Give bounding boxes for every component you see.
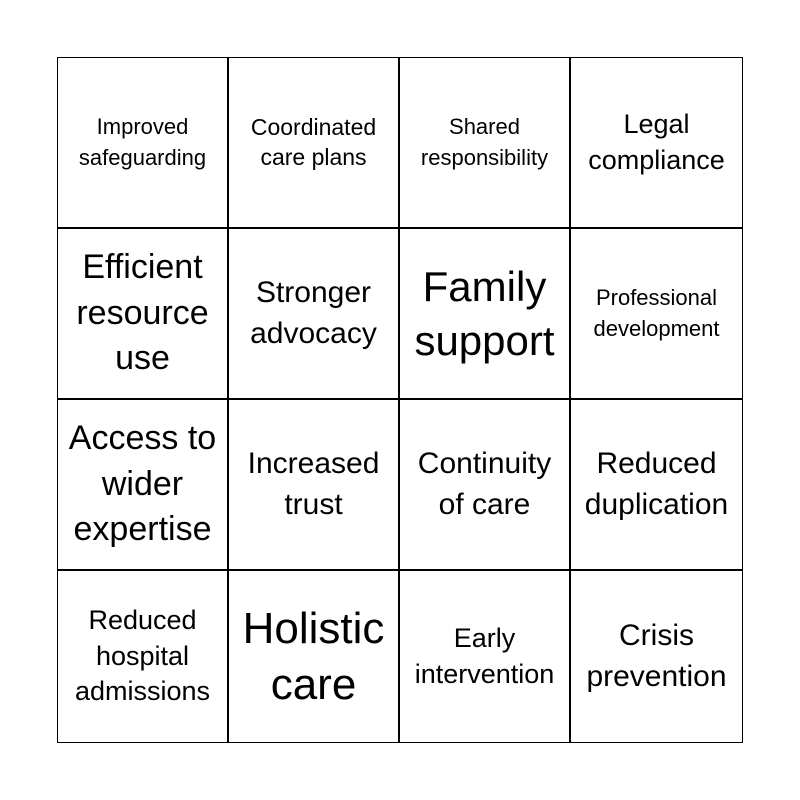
cell-label: Access to wider expertise — [68, 418, 217, 549]
cell-label: Crisis prevention — [586, 619, 727, 693]
bingo-cell[interactable] — [58, 229, 229, 400]
bingo-cell[interactable] — [571, 229, 742, 400]
bingo-cell[interactable] — [400, 229, 571, 400]
cell-label: Early intervention — [414, 622, 555, 689]
bingo-cell[interactable] — [229, 229, 400, 400]
bingo-board — [57, 57, 743, 743]
cell-label: Continuity of care — [417, 447, 552, 521]
cell-label: Legal compliance — [588, 108, 725, 175]
cell-label: Increased trust — [247, 447, 380, 521]
cell-label: Improved safeguarding — [78, 113, 207, 170]
bingo-cell[interactable] — [571, 58, 742, 229]
cell-label: Coordinated care plans — [250, 113, 377, 170]
cell-label: Professional development — [593, 284, 720, 341]
cell-label: Shared responsibility — [420, 113, 549, 170]
cell-label: Reduced duplication — [584, 447, 729, 521]
bingo-cell[interactable] — [400, 400, 571, 571]
bingo-cell[interactable] — [58, 400, 229, 571]
bingo-cell[interactable] — [229, 400, 400, 571]
bingo-cell[interactable] — [58, 58, 229, 229]
bingo-cell[interactable] — [400, 571, 571, 742]
bingo-cell[interactable] — [571, 400, 742, 571]
bingo-cell[interactable] — [400, 58, 571, 229]
cell-label: Holistic care — [242, 604, 385, 709]
cell-label: Reduced hospital admissions — [74, 605, 211, 707]
cell-label: Stronger advocacy — [250, 276, 377, 350]
bingo-cell[interactable] — [58, 571, 229, 742]
cell-label: Family support — [414, 262, 555, 364]
bingo-cell[interactable] — [229, 58, 400, 229]
bingo-cell[interactable] — [229, 571, 400, 742]
cell-label: Efficient resource use — [76, 247, 209, 378]
bingo-cell[interactable] — [571, 571, 742, 742]
